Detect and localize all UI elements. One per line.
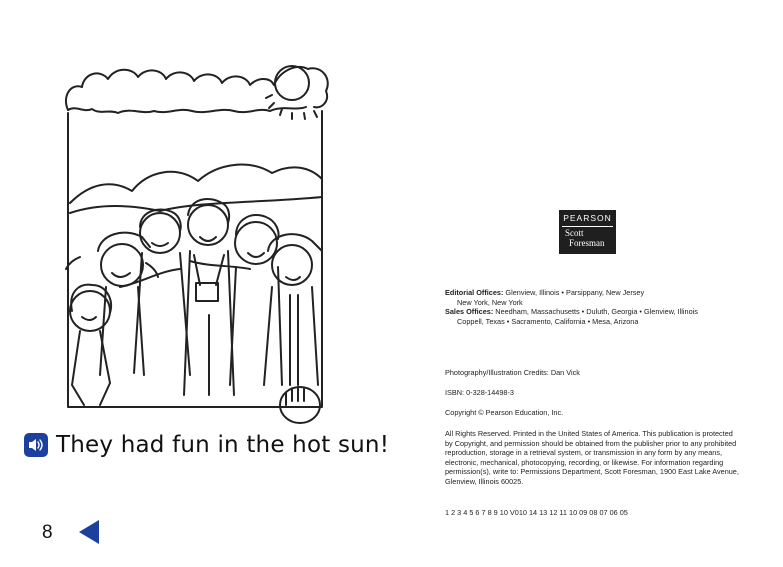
logo-divider [562,226,613,227]
prev-page-button[interactable] [78,519,100,545]
speaker-icon [27,437,45,453]
copyright-line: Copyright © Pearson Education, Inc. [445,408,564,417]
illustration-credits: Photography/Illustration Credits: Dan Vick [445,368,580,377]
logo-pearson: PEARSON [563,213,612,223]
sales-text: Needham, Massachusetts • Duluth, Georgia • Glenview, Illinois [495,307,698,317]
offices-block [445,288,775,326]
isbn: ISBN: 0-328-14498-3 [445,388,514,397]
page-number: 8 [42,522,53,543]
editorial-text: Glenview, Illinois • Parsippany, New Jersey [505,288,645,297]
sentence-row [24,432,389,458]
printing-line: 1 2 3 4 5 6 7 8 9 10 V010 14 13 12 11 10 09 08 07 06 05 [445,508,628,517]
rights-statement: All Rights Reserved. Printed in the United States of America. This publication is protected by Copyright, and permission should be obtained from the publisher prior to any prohibited reproduction, storage in a retrieval system, or transmission in any form by any means, electronic, mechanical, photocopying, recording, or likewise. For information regarding permission(s), write to: Permissions Department, Scott Foresman, 1900 East Lake Avenue, Glenview, Illinois 60025. [445,429,739,486]
triangle-left-icon [79,520,99,544]
logo-foresman: Foresman [569,238,605,248]
logo-scott: Scott [565,228,584,238]
editorial-label: Editorial Offices: [445,288,504,297]
sales-label: Sales Offices: [445,307,494,317]
pearson-scott-foresman-logo [559,210,616,254]
story-sentence: They had fun in the hot sun! [56,432,390,458]
audio-button[interactable] [24,433,48,457]
right-page [392,0,783,567]
sales-cont: Coppell, Texas • Sacramento, California • Mesa, Arizona [457,316,639,326]
editorial-cont: New York, New York [457,297,523,307]
children-group-illustration [60,55,330,430]
